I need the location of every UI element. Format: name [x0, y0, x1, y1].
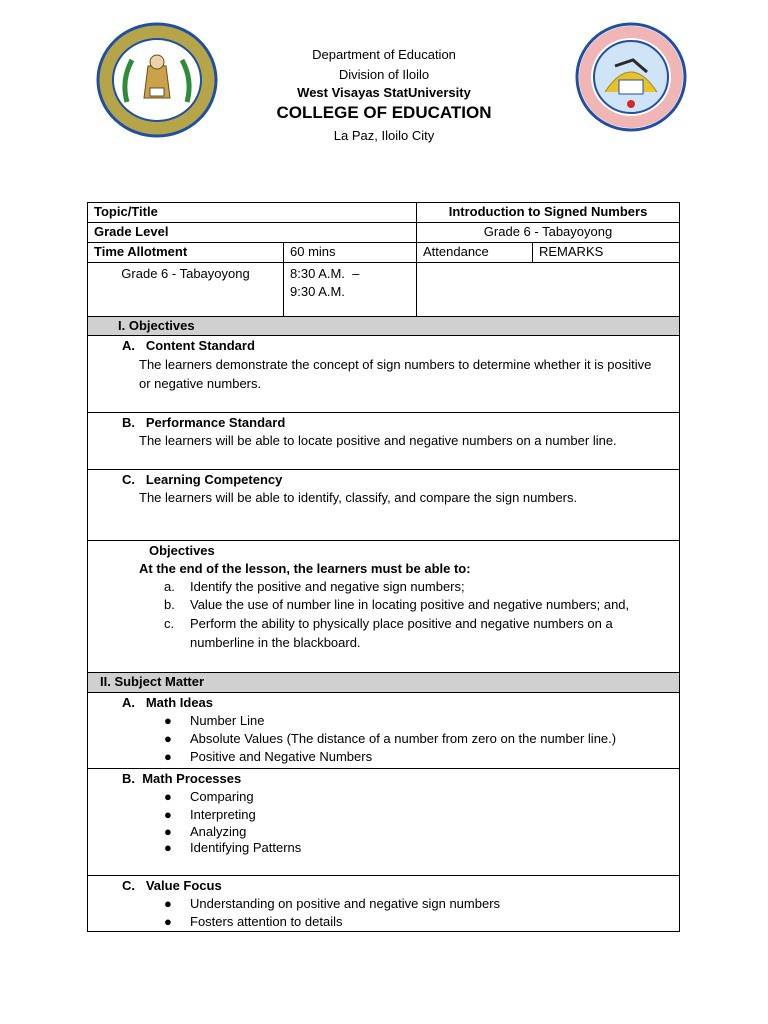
list-item-text: Analyzing	[190, 824, 247, 839]
math-processes-title: B. Math Processes	[122, 771, 242, 786]
content-standard-section	[88, 336, 680, 413]
list-item	[158, 839, 673, 856]
math-processes-section	[88, 769, 680, 876]
list-item	[158, 578, 673, 596]
grade-label: Grade Level	[88, 223, 417, 243]
time-value: 60 mins	[284, 243, 417, 263]
bullet-icon: ●	[164, 896, 172, 911]
performance-standard-text: The learners will be able to locate positive and negative numbers on a number line.	[139, 433, 617, 448]
list-item	[158, 614, 673, 652]
topic-value: Introduction to Signed Numbers	[417, 203, 680, 223]
list-item-text: Absolute Values (The distance of a number from zero on the number line.)	[190, 731, 617, 746]
header-address: La Paz, Iloilo City	[333, 128, 435, 143]
lesson-plan-table	[87, 202, 680, 932]
list-item	[158, 712, 673, 730]
value-focus-title: C. Value Focus	[122, 878, 222, 893]
bullet-icon: ●	[164, 789, 172, 804]
subject-matter-heading: II. Subject Matter	[88, 673, 680, 693]
list-item	[158, 596, 673, 614]
content-standard-text: The learners demonstrate the concept of sign numbers to determine whether it is positive or negative numbers.	[139, 357, 652, 391]
header-university: West Visayas StatUniversity	[297, 85, 471, 100]
list-item-text: Interpreting	[190, 807, 256, 822]
topic-label: Topic/Title	[88, 203, 417, 223]
schedule-end: 9:30 A.M.	[290, 284, 345, 299]
grade-value: Grade 6 - Tabayoyong	[417, 223, 680, 243]
value-focus-section	[88, 876, 680, 932]
schedule-start: 8:30 A.M. –	[290, 266, 360, 281]
bullet-icon: ●	[164, 713, 172, 728]
section-name: Grade 6 - Tabayoyong	[88, 263, 284, 317]
content-standard-title: A. Content Standard	[122, 338, 255, 353]
schedule-cell	[284, 263, 417, 317]
performance-standard-section	[88, 413, 680, 470]
objectives-heading: I. Objectives	[88, 317, 680, 336]
list-item	[158, 730, 673, 748]
bullet-icon: ●	[164, 749, 172, 764]
specific-objectives-intro: At the end of the lesson, the learners must be able to:	[139, 561, 471, 576]
list-item-text: Perform the ability to physically place positive and negative numbers on a numberline in the blackboard.	[190, 616, 613, 650]
math-processes-list	[94, 788, 673, 856]
attendance-label: Attendance	[417, 243, 533, 263]
list-item-text: Identify the positive and negative sign numbers;	[190, 579, 465, 594]
bullet-icon: ●	[164, 914, 172, 929]
time-label: Time Allotment	[88, 243, 284, 263]
list-item-text: Number Line	[190, 713, 265, 728]
math-ideas-title: A. Math Ideas	[122, 695, 214, 710]
math-ideas-section	[88, 693, 680, 769]
list-item	[158, 895, 673, 913]
bullet-icon: ●	[164, 840, 172, 855]
header-division: Division of Iloilo	[338, 67, 430, 82]
list-item	[158, 913, 673, 931]
list-item	[158, 788, 673, 806]
list-item-text: Value the use of number line in locating positive and negative numbers; and,	[190, 597, 630, 612]
list-item-text: Comparing	[190, 789, 254, 804]
list-marker: a.	[164, 579, 175, 594]
bullet-icon: ●	[164, 824, 172, 839]
list-item-text: Identifying Patterns	[190, 840, 302, 855]
header-college: COLLEGE OF EDUCATION	[276, 103, 492, 122]
list-item-text: Fosters attention to details	[190, 914, 343, 929]
value-focus-list	[94, 895, 673, 931]
remarks-label: REMARKS	[533, 243, 680, 263]
list-item-text: Understanding on positive and negative sign numbers	[190, 896, 501, 911]
list-item-text: Positive and Negative Numbers	[190, 749, 373, 764]
list-marker: c.	[164, 616, 175, 631]
specific-objectives-section	[88, 541, 680, 673]
list-item	[158, 824, 673, 839]
learning-competency-title: C. Learning Competency	[122, 472, 283, 487]
learning-competency-text: The learners will be able to identify, classify, and compare the sign numbers.	[139, 490, 578, 505]
list-item	[158, 806, 673, 824]
bullet-icon: ●	[164, 807, 172, 822]
header-department: Department of Education	[312, 47, 456, 62]
specific-objectives-title: Objectives	[149, 543, 215, 558]
math-ideas-list	[94, 712, 673, 766]
list-marker: b.	[164, 597, 175, 612]
list-item	[158, 748, 673, 766]
learning-competency-section	[88, 470, 680, 541]
attendance-remarks-cell	[417, 263, 680, 317]
bullet-icon: ●	[164, 731, 172, 746]
performance-standard-title: B. Performance Standard	[122, 415, 286, 430]
specific-objectives-list	[94, 578, 673, 652]
